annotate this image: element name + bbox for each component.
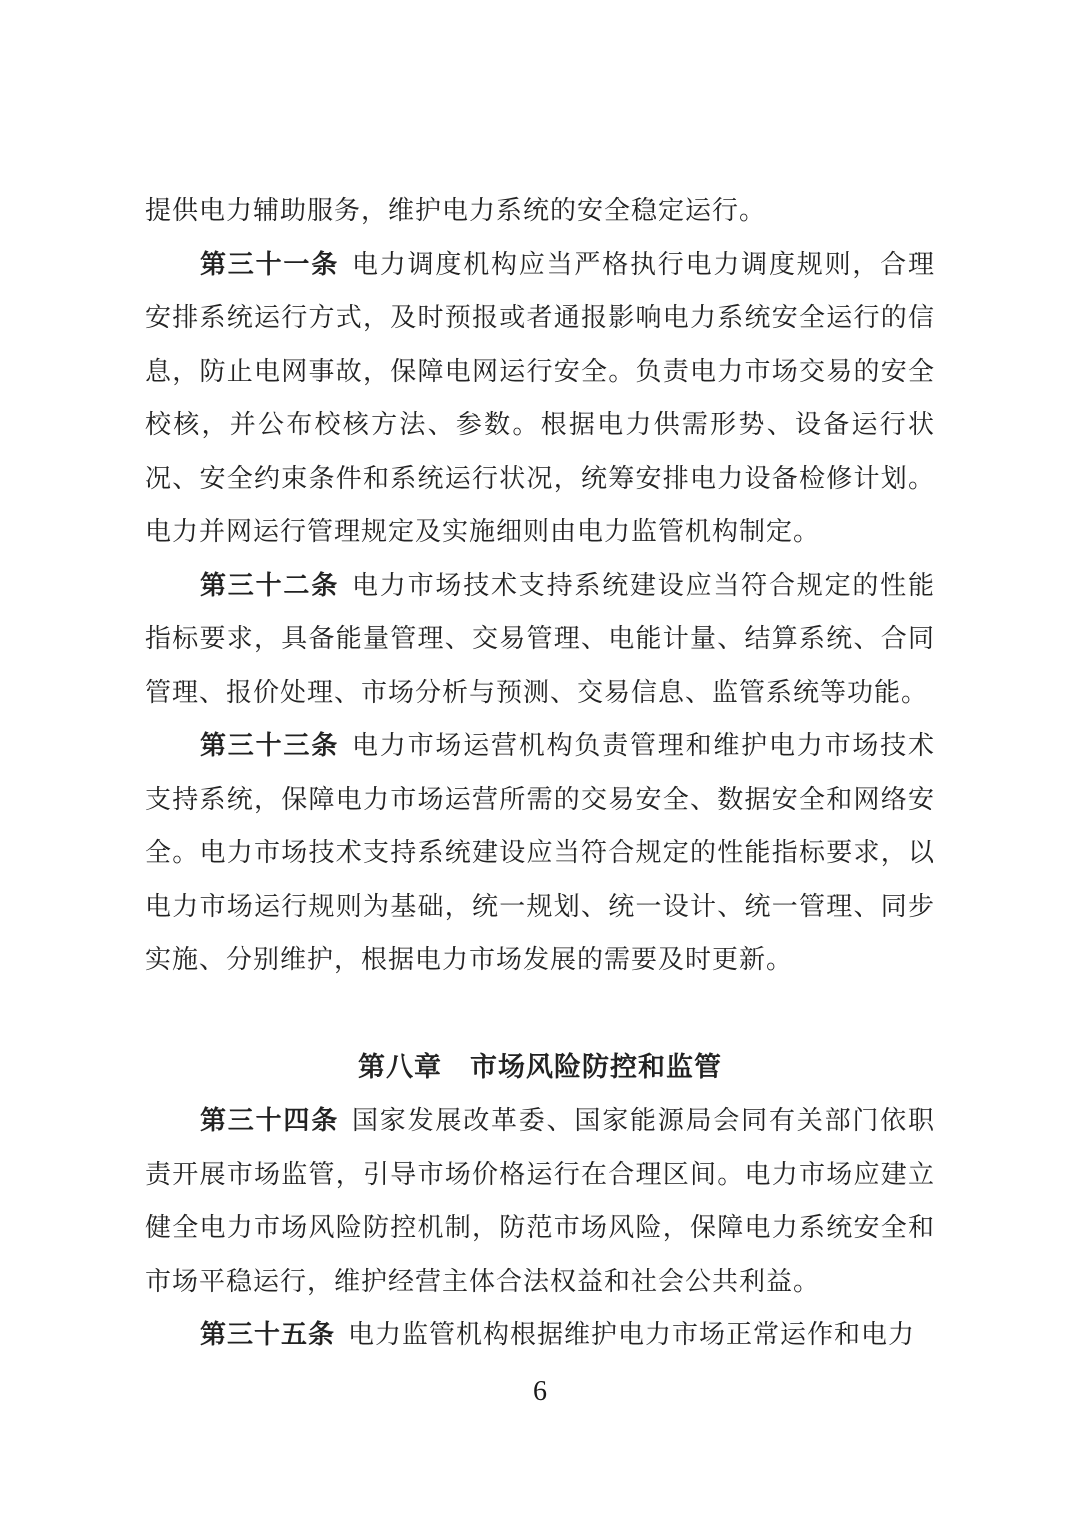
document-body [145,184,935,1362]
article-35-term: 第三十五条 [200,1320,336,1349]
article-32-body: 电力市场技术支持系统建设应当符合规定的性能指标要求，具备能量管理、交易管理、电能计量、结算系统、合同管理、报价处理、市场分析与预测、交易信息、监管系统等功能。 [145,570,935,707]
article-35-paragraph [145,1308,935,1362]
article-32-paragraph [145,559,935,720]
article-31-term: 第三十一条 [200,249,339,279]
article-33-paragraph [145,719,935,987]
article-33-body: 电力市场运营机构负责管理和维护电力市场技术支持系统，保障电力市场运营所需的交易安全、数据安全和网络安全。电力市场技术支持系统建设应当符合规定的性能指标要求，以电力市场运行规则为基础，统一规划、统一设计、统一管理、同步实施、分别维护，根据电力市场发展的需要及时更新。 [145,731,935,974]
article-32-term: 第三十二条 [200,570,339,600]
article-34-body: 国家发展改革委、国家能源局会同有关部门依职责开展市场监管，引导市场价格运行在合理区间。电力市场应建立健全电力市场风险防控机制，防范市场风险，保障电力系统安全和市场平稳运行，维护经营主体合法权益和社会公共利益。 [145,1106,935,1296]
article-33-term: 第三十三条 [200,731,339,760]
continuation-paragraph: 提供电力辅助服务，维护电力系统的安全稳定运行。 [145,196,767,225]
chapter-heading: 第八章 市场风险防控和监管 [358,1051,722,1082]
article-34-paragraph [145,1094,935,1308]
page-number: 6 [533,1376,547,1407]
article-35-body: 电力监管机构根据维护电力市场正常运作和电力 [348,1320,916,1349]
article-31-paragraph [145,238,935,559]
page-footer [0,1372,1080,1412]
article-34-term: 第三十四条 [200,1106,339,1135]
article-31-body: 电力调度机构应当严格执行电力调度规则，合理安排系统运行方式，及时预报或者通报影响电力系统安全运行的信息，防止电网事故，保障电网运行安全。负责电力市场交易的安全校核，并公布校核方法、参数。根据电力供需形势、设备运行状况、安全约束条件和系统运行状况，统筹安排电力设备检修计划。电力并网运行管理规定及实施细则由电力监管机构制定。 [145,249,935,546]
